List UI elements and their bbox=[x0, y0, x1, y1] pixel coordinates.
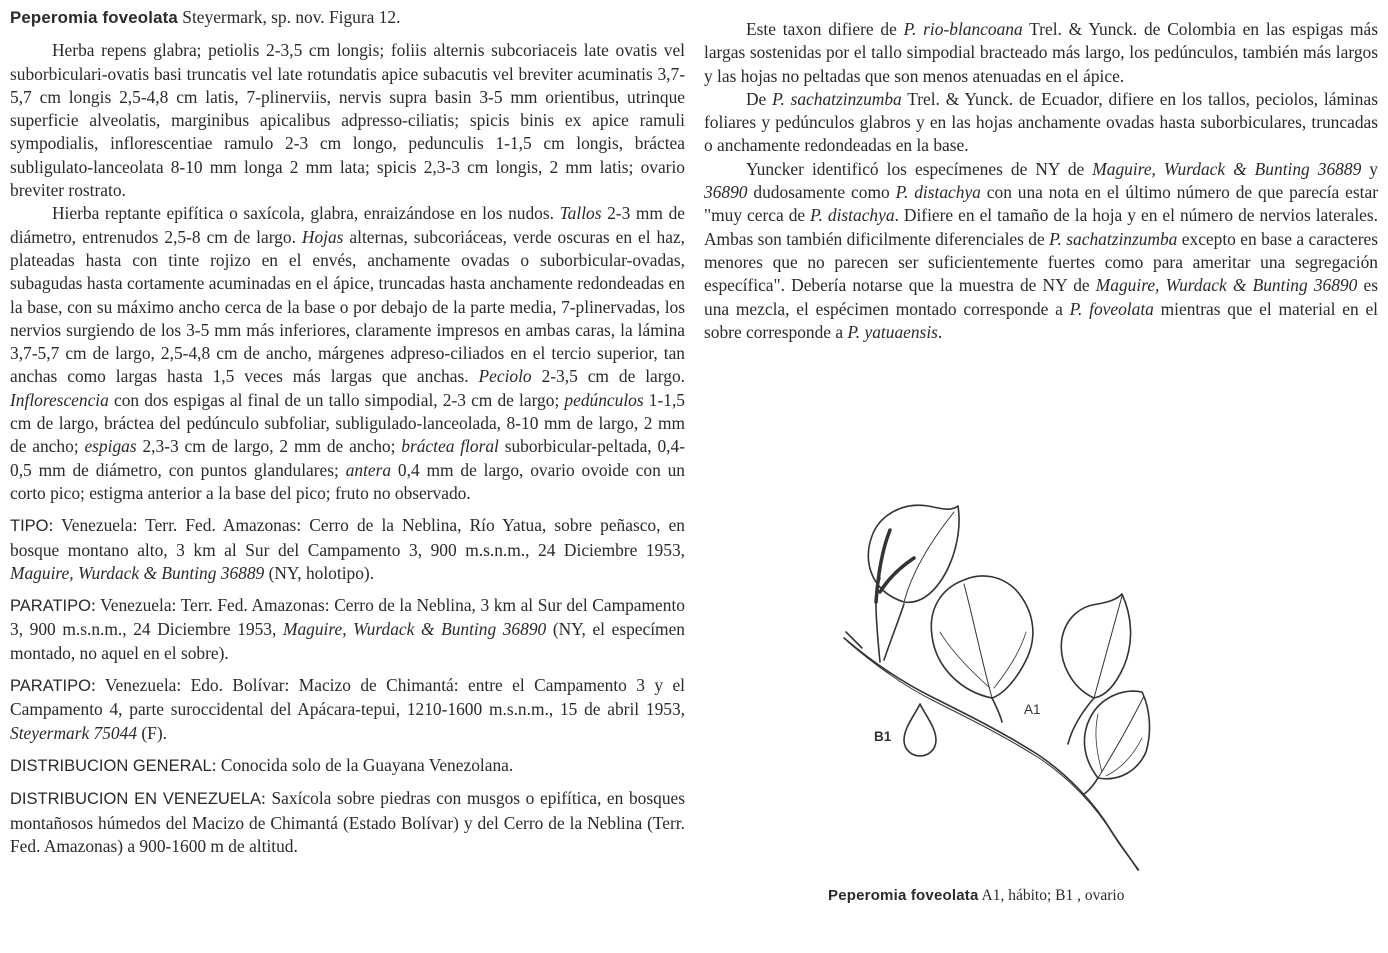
figure-label-b1: B1 bbox=[874, 729, 892, 744]
figure-label-a1: A1 bbox=[1024, 702, 1041, 717]
comparison-paragraph-3: Yuncker identificó los especímenes de NY de Maguire, Wurdack & Bunting 36889 y 36890 dudosamente como P. distachya con una nota en el último número de que parecía estar "muy cerca de P. distachya. Difiere en el tamaño de la hoja y en el número de nervios laterales. Ambas son también dificilmente diferenciales de P. sachatzinzumba excepto en base a caracteres menores que no parecen ser suficientemente fuertes como para ameritar una segregación específica". Debería notarse que la muestra de NY de Maguire, Wurdack & Bunting 36890 es una mezcla, el espécimen montado corresponde a P. foveolata mientras que el material en el sobre corresponde a P. yatuaensis. bbox=[704, 158, 1379, 342]
comparison-paragraph-2: De P. sachatzinzumba Trel. & Yunck. de Ecuador, difiere en los tallos, peciolos, láminas foliares y pedúnculos glabros y en las hojas anchamente ovadas hasta suborbiculares, truncadas o anchamente redondeadas en la base. bbox=[704, 88, 1378, 156]
leaf-2 bbox=[931, 576, 1033, 698]
botanical-illustration bbox=[832, 492, 1152, 872]
species-authority: Steyermark, sp. nov. Figura 12. bbox=[177, 7, 401, 27]
paratipo-1-label: PARATIPO bbox=[10, 597, 91, 616]
caption-species-name: Peperomia foveolata bbox=[828, 887, 979, 904]
left-column bbox=[10, 6, 685, 858]
distribucion-venezuela-label: DISTRIBUCION EN VENEZUELA bbox=[10, 790, 262, 809]
distribucion-general-paragraph: DISTRIBUCION GENERAL: Conocida solo de la Guayana Venezolana. bbox=[10, 754, 514, 775]
species-heading bbox=[10, 6, 685, 29]
peperomia-habit-drawing bbox=[832, 492, 1152, 872]
paratipo-2-label: PARATIPO bbox=[10, 677, 91, 696]
tipo-paragraph: TIPO: Venezuela: Terr. Fed. Amazonas: Cerro de la Neblina, Río Yatua, sobre peñasco, en bosque montano alto, 3 km al Sur del Campamento 3, 900 m.s.n.m., 24 Diciembre 1953, Maguire, Wurdack & Bunting 36889 (NY, holotipo). bbox=[10, 515, 685, 583]
paratipo-2-paragraph: PARATIPO: Venezuela: Edo. Bolívar: Macizo de Chimantá: entre el Campamento 3 y el Campamento 4, parte suroccidental del Apácara-tepui, 1210-1600 m.s.n.m., 15 de abril 1953, Steyermark 75044 (F). bbox=[10, 675, 685, 743]
ovary-drawing bbox=[904, 704, 936, 756]
species-name: Peperomia foveolata bbox=[10, 8, 178, 27]
figure-caption bbox=[828, 886, 1248, 906]
right-column bbox=[704, 18, 1378, 344]
latin-diagnosis: Herba repens glabra; petiolis 2-3,5 cm longis; foliis alternis subcoriaceis late ovatis vel suborbiculari-ovatis basi truncatis vel late rotundatis apice subacutis vel breviter acuminatis 3,7-5,7 cm longis 2,5-4,8 cm latis, 7-plinerviis, nervis supra basin 3-5 mm orientibus, utrinque superficie alveolatis, marginibus apicalibus adpresso-ciliatis; spicis binis ex apice ramuli sympodialis, inflorescentiae ramulo 2-3 cm longo, pedunculis 1-1,5 cm longis, bráctea subligulato-lanceolata 8-10 mm longa 2 mm lata; spicis 2,3-3 cm longis, 2 mm latis; ovario breviter rostrato. bbox=[10, 40, 685, 201]
spanish-description: Hierba reptante epifítica o saxícola, glabra, enraizándose en los nudos. Tallos 2-3 mm de diámetro, entrenudos 2,5-8 cm de largo. Hojas alternas, subcoriáceas, verde oscuras en el haz, plateadas hasta con tinte rojizo en el envés, anchamente ovadas o suborbicular-ovadas, subagudas hasta cortamente acuminadas en el ápice, truncadas hasta anchamente redondeadas en la base, con su máximo ancho cerca de la base o por debajo de la parte media, 7-plinervadas, los nervios surgiendo de los 3-5 mm más inferiores, claramente impresos en ambas caras, la lámina 3,7-5,7 cm de largo, 2,5-4,8 cm de ancho, márgenes adpreso-ciliados en el tercio superior, tan anchas como largas hasta 1,5 veces más largas que anchas. Peciolo 2-3,5 cm de largo. Inflorescencia con dos espigas al final de un tallo simpodial, 2-3 cm de largo; pedúnculos 1-1,5 cm de largo, bráctea del pedúnculo subfoliar, subligulado-lanceolada, 8-10 mm de largo, 2 mm de ancho; espigas 2,3-3 cm de largo, 2 mm de ancho; bráctea floral suborbicular-peltada, 0,4-0,5 mm de diámetro, con puntos glandulares; antera 0,4 mm de largo, ovario ovoide con un corto pico; estigma anterior a la base del pico; fruto no observado. bbox=[10, 203, 686, 503]
paratipo-1-paragraph: PARATIPO: Venezuela: Terr. Fed. Amazonas: Cerro de la Neblina, 3 km al Sur del Campamento 3, 900 m.s.n.m., 24 Diciembre 1953, Maguire, Wurdack & Bunting 36890 (NY, el especímen montado, no aquel en el sobre). bbox=[10, 595, 685, 663]
tipo-label: TIPO bbox=[10, 517, 49, 536]
comparison-paragraph-1: Este taxon difiere de P. rio-blancoana Trel. & Yunck. de Colombia en las espigas más largas sostenidas por el tallo simpodial bracteado más largo, los pedúnculos, también más largos y las hojas no peltadas que son menos atenuadas en el ápice. bbox=[704, 19, 1378, 86]
distribucion-venezuela-paragraph: DISTRIBUCION EN VENEZUELA: Saxícola sobre piedras con musgos o epifítica, en bosques montañosos húmedos del Macizo de Chimantá (Estado Bolívar) y del Cerro de la Neblina (Terr. Fed. Amazonas) a 900-1600 m de altitud. bbox=[10, 788, 685, 856]
caption-text: A1, hábito; B1 , ovario bbox=[978, 887, 1125, 904]
distribucion-general-label: DISTRIBUCION GENERAL bbox=[10, 756, 212, 775]
leaf-3 bbox=[1061, 594, 1130, 698]
